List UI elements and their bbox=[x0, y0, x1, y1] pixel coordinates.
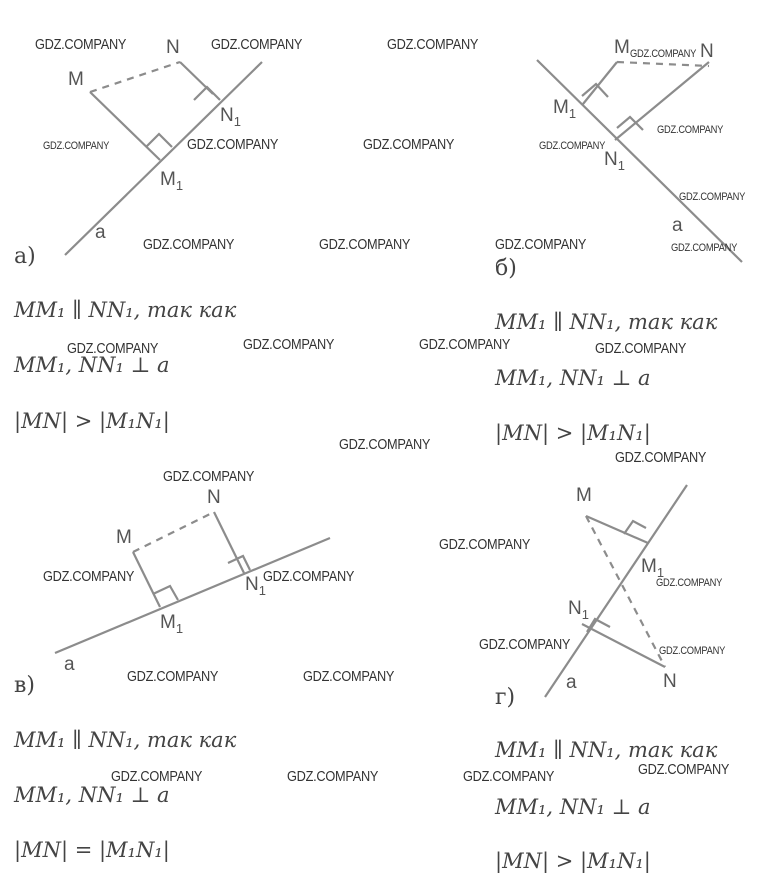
line-a-label: a bbox=[95, 222, 106, 243]
line-a bbox=[545, 485, 687, 697]
point-M-label: M bbox=[576, 485, 592, 506]
figure-letter: а) bbox=[14, 244, 36, 269]
right-angle-M1 bbox=[146, 134, 172, 147]
watermark: GDZ.COMPANY bbox=[287, 768, 379, 785]
point-M-label: M bbox=[116, 527, 132, 548]
watermark: GDZ.COMPANY bbox=[671, 242, 738, 254]
point-M-label: M bbox=[68, 69, 84, 90]
statement-length-comparison: |MN| = |M₁N₁| bbox=[14, 838, 170, 862]
statement-length-comparison: |MN| > |M₁N₁| bbox=[14, 409, 170, 433]
segment-MN bbox=[586, 516, 665, 667]
watermark: GDZ.COMPANY bbox=[656, 577, 723, 589]
watermark: GDZ.COMPANY bbox=[387, 36, 479, 53]
segment-MN bbox=[133, 512, 214, 552]
watermark: GDZ.COMPANY bbox=[479, 636, 571, 653]
statement-perpendicular: MM₁, NN₁ ⊥ a bbox=[495, 795, 651, 819]
watermark: GDZ.COMPANY bbox=[495, 236, 587, 253]
point-M-label: M bbox=[614, 37, 630, 58]
point-N-label: N bbox=[700, 41, 714, 62]
statement-parallel: MM₁ ∥ NN₁, так как bbox=[495, 738, 718, 762]
watermark: GDZ.COMPANY bbox=[439, 536, 531, 553]
watermark: GDZ.COMPANY bbox=[303, 668, 395, 685]
figure-b-drawing bbox=[537, 60, 742, 262]
segment-MN bbox=[617, 62, 709, 66]
watermark: GDZ.COMPANY bbox=[657, 124, 724, 136]
figure-letter: г) bbox=[495, 685, 516, 710]
point-N-label: N bbox=[663, 671, 677, 692]
segment-MM1 bbox=[586, 516, 648, 543]
statement-parallel: MM₁ ∥ NN₁, так как bbox=[14, 728, 237, 752]
watermark: GDZ.COMPANY bbox=[111, 768, 203, 785]
statement-parallel: MM₁ ∥ NN₁, так как bbox=[14, 298, 237, 322]
point-N-label: N bbox=[166, 37, 180, 58]
point-M1-label: $M_1$ bbox=[553, 97, 577, 121]
statement-perpendicular: MM₁, NN₁ ⊥ a bbox=[14, 783, 170, 807]
watermark: GDZ.COMPANY bbox=[363, 136, 455, 153]
point-M1-label: $M_1$ bbox=[641, 556, 665, 580]
watermark: GDZ.COMPANY bbox=[539, 140, 606, 152]
watermark: GDZ.COMPANY bbox=[35, 36, 127, 53]
point-N-label: N bbox=[207, 487, 221, 508]
point-M1-label: $M_1$ bbox=[160, 169, 184, 193]
statement-length-comparison: |MN| > |M₁N₁| bbox=[495, 849, 651, 873]
segment-NN1 bbox=[214, 512, 244, 573]
figure-d-drawing bbox=[545, 485, 687, 697]
watermark: GDZ.COMPANY bbox=[679, 191, 746, 203]
watermark: GDZ.COMPANY bbox=[263, 568, 355, 585]
watermark: GDZ.COMPANY bbox=[43, 140, 110, 152]
watermark: GDZ.COMPANY bbox=[67, 340, 159, 357]
watermark: GDZ.COMPANY bbox=[419, 336, 511, 353]
watermark: GDZ.COMPANY bbox=[319, 236, 411, 253]
point-N1-label: $N_1$ bbox=[220, 105, 241, 129]
watermark: GDZ.COMPANY bbox=[211, 36, 303, 53]
figure-letter: б) bbox=[495, 256, 517, 281]
segment-MM1 bbox=[133, 552, 160, 607]
watermark: GDZ.COMPANY bbox=[638, 761, 730, 778]
line-a bbox=[55, 538, 330, 653]
watermark: GDZ.COMPANY bbox=[127, 668, 219, 685]
statement-length-comparison: |MN| > |M₁N₁| bbox=[495, 421, 651, 445]
statement-perpendicular: MM₁, NN₁ ⊥ a bbox=[14, 353, 170, 377]
statement-parallel: MM₁ ∥ NN₁, так как bbox=[495, 310, 718, 334]
watermark: GDZ.COMPANY bbox=[630, 48, 697, 60]
line-a-label: a bbox=[672, 215, 683, 236]
segment-MM1 bbox=[583, 62, 617, 104]
watermark: GDZ.COMPANY bbox=[463, 768, 555, 785]
watermark: GDZ.COMPANY bbox=[163, 468, 255, 485]
line-a bbox=[537, 60, 742, 262]
watermark: GDZ.COMPANY bbox=[143, 236, 235, 253]
point-N1-label: $N_1$ bbox=[245, 574, 266, 598]
line-a-label: a bbox=[566, 672, 577, 693]
segment-MN bbox=[90, 62, 180, 92]
watermark: GDZ.COMPANY bbox=[659, 645, 726, 657]
point-N1-label: $N_1$ bbox=[568, 598, 589, 622]
watermark: GDZ.COMPANY bbox=[243, 336, 335, 353]
right-angle-M1 bbox=[624, 521, 646, 534]
watermark: GDZ.COMPANY bbox=[43, 568, 135, 585]
figure-letter: в) bbox=[14, 673, 35, 698]
watermark: GDZ.COMPANY bbox=[595, 340, 687, 357]
watermark: GDZ.COMPANY bbox=[339, 436, 431, 453]
line-a-label: a bbox=[64, 654, 75, 675]
point-N1-label: $N_1$ bbox=[604, 149, 625, 173]
statement-perpendicular: MM₁, NN₁ ⊥ a bbox=[495, 366, 651, 390]
watermark: GDZ.COMPANY bbox=[187, 136, 279, 153]
point-M1-label: $M_1$ bbox=[160, 612, 184, 636]
watermark: GDZ.COMPANY bbox=[615, 449, 707, 466]
